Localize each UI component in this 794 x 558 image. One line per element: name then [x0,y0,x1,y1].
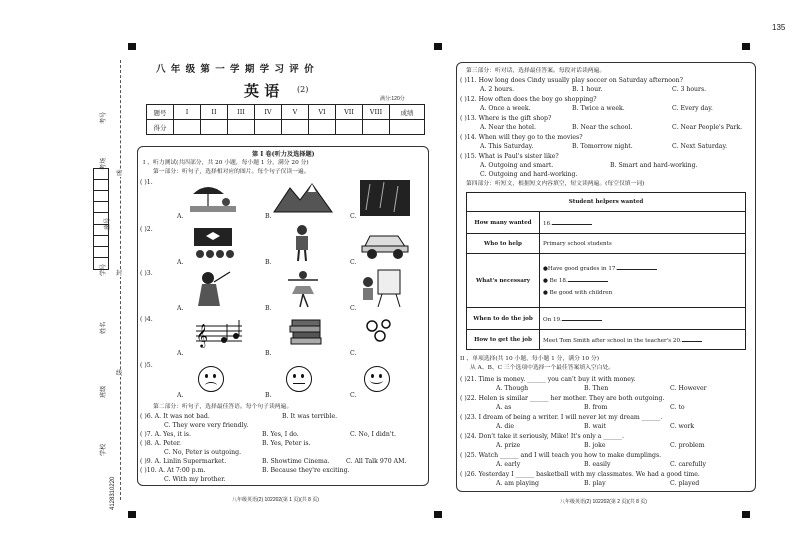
score-cell: 成绩 [390,105,425,120]
score-input[interactable] [336,120,363,135]
left-footer: 八年级英语(2) 102202(第 1 页)(共 8 页) [232,497,319,503]
sad-face-icon [198,366,224,392]
score-input[interactable] [255,120,282,135]
q26: ( )26. Yesterday I ______ basketball with my classmates. We had a good time. [460,471,700,478]
registration-mark [434,43,442,50]
table-row [467,212,746,234]
row-key: How many wanted [467,212,540,234]
part1-sub1: 第一部分：听句子，选择相对应的图片。每个句子仅读一遍。 [153,169,310,175]
score-cell: VI [309,105,336,120]
q13: ( )13. Where is the gift shop? [460,115,552,122]
q23: ( )23. I dream of being a writer. I will never let my dream ______. [460,414,663,421]
score-input[interactable] [309,120,336,135]
q13-a: A. Near the hotel. [480,124,536,131]
option-b: B. [265,305,272,312]
row-key: What's necessary [467,254,540,308]
q22-a: A. as [496,404,512,411]
q10-a: ( )10. A. At 7:00 p.m. [140,467,206,474]
option-a: A. [177,350,184,357]
score-cell: III [228,105,255,120]
right-footer: 八年级英语(2) 102202(第 2 页)(共 8 页) [560,499,647,505]
table-row [467,308,746,330]
score-table-header-row [147,105,425,120]
registration-mark [128,43,136,50]
q26-a: A. am playing [496,480,539,487]
music-notes-picture [194,316,244,350]
q8-c: C. No, Peter is outgoing. [164,449,242,456]
corner-note: 135 [772,23,786,32]
q9-c: C. All Talk 970 AM. [346,458,407,465]
answer-blank[interactable] [682,336,702,342]
q6-a: ( )6. A. It was not bad. [140,413,210,420]
q24-a: A. prize [496,442,521,449]
seal-char-3: 线 [116,370,123,377]
option-a: A. [177,392,184,399]
row-key: How to get the job [467,330,540,350]
part4-sub4: 第四部分：听短文，根据短文内容填空，短文读两遍。(每空仅填一词) [466,181,645,187]
table-row [467,234,746,254]
part3-sub3: 第三部分：听对话，选择最佳答案。每段对话读两遍。 [466,68,606,74]
row-value: 16. [540,212,746,234]
person-reading-picture [290,224,314,262]
q11-c: C. 3 hours. [672,86,707,93]
q25-b: B. easily [584,461,611,468]
section2-instr: 从 A、B、C 三个选项中选择一个最佳答案填入空白处。 [470,365,615,371]
q2-label: ( )2. [140,226,153,233]
q25-c: C. carefully [670,461,706,468]
part1-section: I 、听力测试(共四部分，共 20 小题，每小题 1 分，满分 20 分) [143,160,309,166]
q7-a: ( )7. A. Yes, it is. [140,431,191,438]
score-cell: VIII [363,105,390,120]
q11-b: B. 1 hour. [572,86,603,93]
seal-char-2: 封 [116,270,123,277]
q1-label: ( )1. [140,179,153,186]
score-cell: 题号 [147,105,174,120]
row-key: When to do the job [467,308,540,330]
part2-sub2: 第二部分：听句子，选择最佳答语。每个句子读两遍。 [153,404,293,410]
helpers-table [466,192,746,350]
q24-c: C. problem [670,442,705,449]
q22-b: B. from [584,404,608,411]
beach-picture [188,180,238,214]
answer-blank[interactable] [568,276,608,282]
exam-title: 八 年 级 第 一 学 期 学 习 评 价 [156,64,315,75]
score-table-score-row [147,120,425,135]
section2-heading: II 、单项选择(共 10 小题，每小题 1 分，满分 10 分) [460,356,599,362]
seal-char-1: 密 [116,170,123,177]
score-table [146,104,425,135]
q26-b: B. play [584,480,606,487]
svg-text:𝄞: 𝄞 [196,323,208,347]
mountains-picture [272,180,334,214]
row-value: On 19. [540,308,746,330]
q8-a: ( )8. A. Peter. [140,440,182,447]
seal-line [120,60,121,500]
score-input[interactable] [174,120,201,135]
answer-blank[interactable] [562,315,602,321]
option-c: C. [350,392,357,399]
option-c: C. [350,350,357,357]
flowers-picture [362,316,398,350]
row-value: ●Have good grades in 17. ● Be 18. ● Be good with children [540,254,746,308]
helpers-title: Student helpers wanted [467,193,746,212]
q13-c: C. Near People's Park. [672,124,743,131]
subject-title: 英 语 [244,82,280,100]
option-a: A. [177,213,184,220]
q15-c: C. Outgoing and hard-working. [480,171,578,178]
registration-mark [434,511,442,518]
row-value: Primary school students [540,234,746,254]
q14-c: C. Next Saturday. [672,143,728,150]
option-c: C. [350,305,357,312]
score-input[interactable] [228,120,255,135]
q14-a: A. This Saturday. [480,143,534,150]
q13-b: B. Near the school. [572,124,633,131]
exam-sheet: 135 考号 考场 座号 学号 姓名 班级 学校 4128310220 密 封 线 八 年 级 第 一 学 期 学 习 评 价 英 语 (2) 满分:120分 题号 I II III IV V VI VII VIII 成绩 得分 第 I 卷(听力及选择题) I 、听力测试(共四部分，共 20 小题，每小题 1 分，满分 20 分) 第一部分：听句子，选择相对应的图片。每个句子仅读一遍。 ( )1. ( )2. ( )3. ( )4. ( )5. A. B. C. A. B. C. A. B. C. A. B. C. A. B. C. 𝄞 第二部分：听句子，选择最佳答语。每个句子读两遍。 ( )6. A. It was not bad. B. It was terrible. C. They were very friendly. ( )7. A. Yes, it is. B. Yes, I do. C. No, I didn't. ( )8. A. Peter. B. Yes, Peter is. C. No, Peter is outgoing. ( )9. A. Linlin Supermarket. B. Showtime Cinema. C. All Talk 970 AM. ( )10. A. At 7:00 p.m. B. Because they're exciting. C. With my brother. 八年级英语(2) 102202(第 1 页)(共 8 页) 第三部分：听对话，选择最佳答案。每段对话读两遍。 ( )11. How long does Cindy usually play soccer on Saturday afternoon? A. 2 hours. B. 1 hour. C. 3 hours. ( )12. How often does the boy go shopping? A. Once a week. B. Twice a week. C. Every day. ( )13. Where is the gift shop? A. Near the hotel. B. Near the school. C. Near People's Park. ( )14. When will they go to the movies? A. This Saturday. B. Tomorrow night. C. Next Saturday. ( )15. What is Paul's sister like? A. Outgoing and smart. B. Smart and hard-working. C. Outgoing and hard-working. 第四部分：听短文，根据短文内容填空，短文读两遍。(每空仅填一词) Student helpers wanted How many wanted 16. Who to help Primary school students What's necessary ●Have good grades in 17. ● Be 18. ● Be good with children When to do the job On 19. How to get the job Meet Tom Smith after school in the teacher's 20. II 、单项选择(共 10 小题，每小题 1 分，满分 10 分) 从 A、B、C 三个选项中选择一个最佳答案填入空白处。 ( )21. Time is money. ______ you can't buy it with money. A. Though B. Then C. However ( )22. Helen is similar ______ her mother. They are both outgoing. A. as B. from C. to ( )23. I dream of being a writer. I will never let my dream ______. A. die B. wait C. work ( )24. Don't take it seriously, Mike! It's only a ______. A. prize B. joke C. problem ( )25. Watch ______ and I will teach you how to make dumplings. A. early B. easily C. carefully ( )26. Yesterday I ______ basketball with my classmates. We had a good time. A. am playing B. play C. played 八年级英语(2) 102202(第 2 页)(共 8 页) [0,0,794,558]
q9-a: ( )9. A. Linlin Supermarket. [140,458,227,465]
row-value: Meet Tom Smith after school in the teacher's 20. [540,330,746,350]
q22-c: C. to [670,404,685,411]
q11: ( )11. How long does Cindy usually play soccer on Saturday afternoon? [460,77,683,84]
helpers-title-row [467,193,746,212]
table-row [467,330,746,350]
score-cell: VII [336,105,363,120]
score-input[interactable] [282,120,309,135]
answer-blank[interactable] [617,264,657,270]
q14-b: B. Tomorrow night. [572,143,633,150]
books-picture [288,316,324,350]
table-row [467,254,746,308]
q22: ( )22. Helen is similar ______ her mother. They are both outgoing. [460,395,665,402]
q25-a: A. early [496,461,521,468]
q23-a: A. die [496,423,515,430]
q15-a: A. Outgoing and smart. [480,162,554,169]
car-picture [360,226,410,260]
q7-b: B. Yes, I do. [262,431,299,438]
q6-b: B. It was terrible. [282,413,338,420]
q23-c: C. work [670,423,695,430]
option-c: C. [350,259,357,266]
neutral-face-icon [286,366,312,392]
option-b: B. [265,392,272,399]
score-cell: 得分 [147,120,174,135]
q26-c: C. played [670,480,700,487]
q12-a: A. Once a week. [480,105,531,112]
violin-player-picture [192,270,232,308]
option-b: B. [265,259,272,266]
q11-a: A. 2 hours. [480,86,515,93]
q14: ( )14. When will they go to the movies? [460,134,583,141]
score-cell: IV [255,105,282,120]
score-cell: V [282,105,309,120]
q5-label: ( )5. [140,362,153,369]
q12: ( )12. How often does the boy go shopping? [460,96,597,103]
q12-b: B. Twice a week. [572,105,625,112]
q21-a: A. Though [496,385,529,392]
option-a: A. [177,259,184,266]
night-rain-picture [360,180,410,216]
q15: ( )15. What is Paul's sister like? [460,153,559,160]
score-input[interactable] [201,120,228,135]
q9-b: B. Showtime Cinema. [262,458,330,465]
q6-c: C. They were very friendly. [164,422,249,429]
q7-c: C. No, I didn't. [350,431,396,438]
registration-mark [742,43,750,50]
q24: ( )24. Don't take it seriously, Mike! It's only a ______. [460,433,624,440]
answer-blank[interactable] [552,219,592,225]
full-score: 满分:120分 [380,96,405,102]
happy-face-icon [364,366,390,392]
q25: ( )25. Watch ______ and I will teach you how to make dumplings. [460,452,662,459]
registration-mark [128,511,136,518]
option-b: B. [265,350,272,357]
q12-c: C. Every day. [672,105,713,112]
registration-mark [742,511,750,518]
painting-picture [360,268,402,308]
subject-volume: (2) [297,85,309,94]
option-c: C. [350,213,357,220]
option-b: B. [265,213,272,220]
q10-b: B. Because they're exciting. [262,467,350,474]
q21-c: C. However [670,385,707,392]
q21: ( )21. Time is money. ______ you can't buy it with money. [460,376,636,383]
score-input[interactable] [363,120,390,135]
score-cell: II [201,105,228,120]
q10-c: C. With my brother. [164,476,226,483]
score-cell: I [174,105,201,120]
q23-b: B. wait [584,423,606,430]
q8-b: B. Yes, Peter is. [262,440,311,447]
cinema-picture [190,226,236,262]
part1-heading: 第 I 卷(听力及选择题) [252,151,315,158]
score-input[interactable] [390,120,425,135]
q4-label: ( )4. [140,316,153,323]
q24-b: B. joke [584,442,606,449]
q15-b: B. Smart and hard-working. [610,162,698,169]
ballet-dancer-picture [286,270,320,308]
row-key: Who to help [467,234,540,254]
q3-label: ( )3. [140,270,153,277]
q21-b: B. Then [584,385,609,392]
option-a: A. [177,305,184,312]
